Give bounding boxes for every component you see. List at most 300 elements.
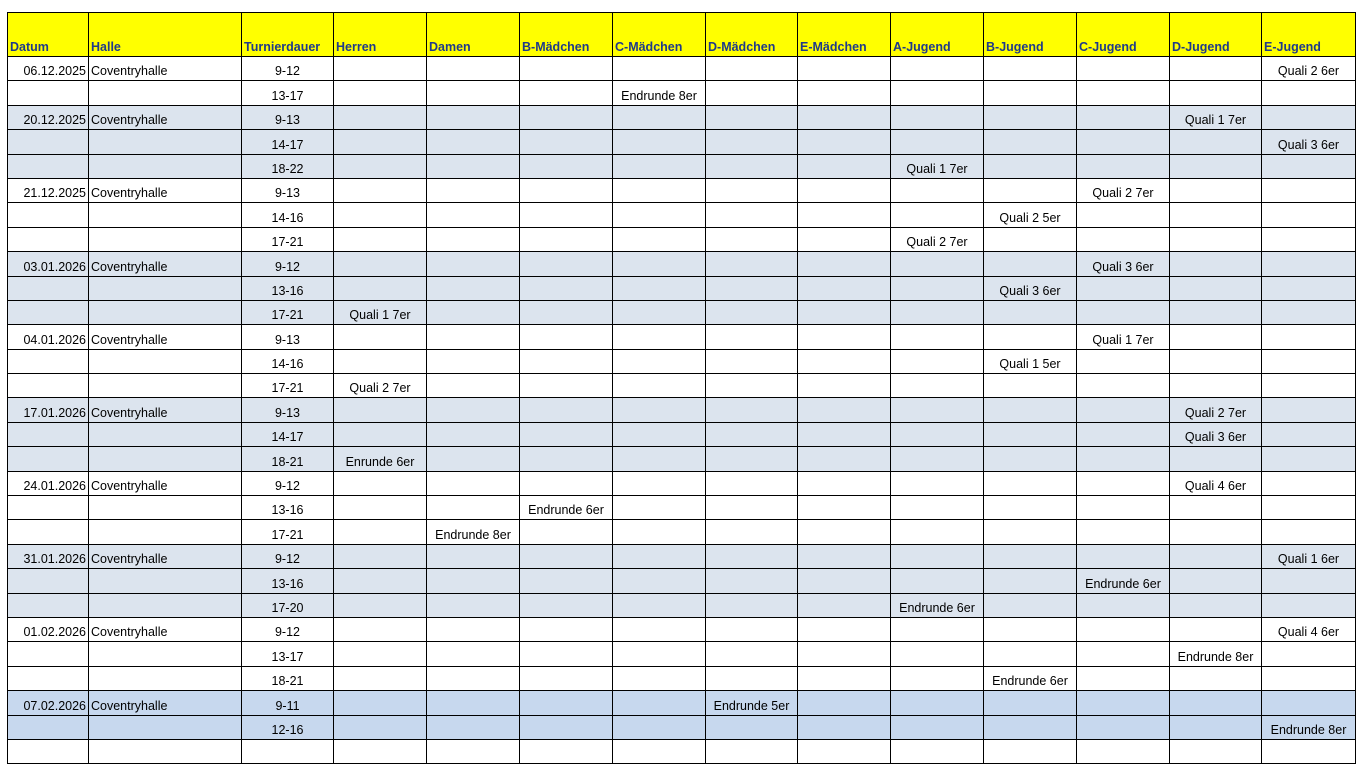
col-d-jugend-cell[interactable] <box>1170 569 1262 593</box>
col-d-maedchen-cell[interactable] <box>706 276 798 300</box>
col-c-jugend-cell[interactable] <box>1077 374 1170 398</box>
col-damen-cell[interactable] <box>427 642 520 666</box>
col-a-jugend-cell[interactable] <box>891 447 984 471</box>
col-a-jugend-cell[interactable] <box>891 57 984 81</box>
col-halle-header[interactable]: Halle <box>89 13 242 57</box>
col-d-maedchen-cell[interactable] <box>706 178 798 202</box>
col-herren-cell[interactable] <box>334 57 427 81</box>
col-halle-cell[interactable] <box>89 300 242 324</box>
col-halle-cell[interactable] <box>89 739 242 763</box>
col-c-maedchen-cell[interactable] <box>613 569 706 593</box>
col-e-jugend-cell[interactable] <box>1262 471 1356 495</box>
col-e-jugend-cell[interactable] <box>1262 569 1356 593</box>
col-damen-cell[interactable] <box>427 325 520 349</box>
col-c-maedchen-header[interactable]: C-Mädchen <box>613 13 706 57</box>
col-c-jugend-cell[interactable] <box>1077 739 1170 763</box>
col-herren-cell[interactable] <box>334 422 427 446</box>
col-b-maedchen-cell[interactable] <box>520 593 613 617</box>
col-turnierdauer-cell[interactable]: 13-16 <box>242 276 334 300</box>
col-halle-cell[interactable] <box>89 227 242 251</box>
col-damen-cell[interactable] <box>427 715 520 739</box>
col-herren-cell[interactable] <box>334 666 427 690</box>
col-e-jugend-cell[interactable] <box>1262 325 1356 349</box>
col-d-jugend-cell[interactable] <box>1170 520 1262 544</box>
col-a-jugend-cell[interactable] <box>891 496 984 520</box>
col-b-jugend-cell[interactable] <box>984 447 1077 471</box>
col-e-maedchen-cell[interactable] <box>798 252 891 276</box>
col-b-maedchen-cell[interactable] <box>520 422 613 446</box>
col-herren-cell[interactable] <box>334 739 427 763</box>
col-halle-cell[interactable] <box>89 666 242 690</box>
col-b-maedchen-cell[interactable] <box>520 349 613 373</box>
col-d-jugend-cell[interactable] <box>1170 325 1262 349</box>
col-e-maedchen-cell[interactable] <box>798 105 891 129</box>
col-b-jugend-cell[interactable] <box>984 105 1077 129</box>
col-b-maedchen-cell[interactable] <box>520 398 613 422</box>
col-e-jugend-cell[interactable] <box>1262 81 1356 105</box>
col-a-jugend-cell[interactable] <box>891 739 984 763</box>
col-halle-cell[interactable] <box>89 154 242 178</box>
col-datum-header[interactable]: Datum <box>8 13 89 57</box>
col-d-maedchen-cell[interactable] <box>706 642 798 666</box>
col-e-maedchen-cell[interactable] <box>798 642 891 666</box>
col-b-maedchen-header[interactable]: B-Mädchen <box>520 13 613 57</box>
col-herren-cell[interactable] <box>334 398 427 422</box>
col-turnierdauer-cell[interactable]: 9-13 <box>242 178 334 202</box>
col-damen-cell[interactable] <box>427 739 520 763</box>
col-turnierdauer-cell[interactable] <box>242 739 334 763</box>
col-b-maedchen-cell[interactable] <box>520 739 613 763</box>
col-halle-cell[interactable]: Coventryhalle <box>89 617 242 641</box>
col-damen-header[interactable]: Damen <box>427 13 520 57</box>
col-e-maedchen-cell[interactable] <box>798 544 891 568</box>
col-turnierdauer-cell[interactable]: 9-13 <box>242 105 334 129</box>
col-c-maedchen-cell[interactable] <box>613 300 706 324</box>
col-d-jugend-cell[interactable] <box>1170 300 1262 324</box>
col-c-jugend-cell[interactable] <box>1077 349 1170 373</box>
col-e-jugend-cell[interactable] <box>1262 593 1356 617</box>
col-b-maedchen-cell[interactable] <box>520 715 613 739</box>
col-datum-cell[interactable] <box>8 276 89 300</box>
col-c-maedchen-cell[interactable] <box>613 617 706 641</box>
col-d-jugend-cell[interactable] <box>1170 666 1262 690</box>
col-c-jugend-cell[interactable] <box>1077 422 1170 446</box>
col-damen-cell[interactable] <box>427 154 520 178</box>
col-d-jugend-header[interactable]: D-Jugend <box>1170 13 1262 57</box>
col-a-jugend-cell[interactable] <box>891 569 984 593</box>
col-herren-cell[interactable] <box>334 325 427 349</box>
col-herren-cell[interactable] <box>334 520 427 544</box>
col-e-jugend-cell[interactable] <box>1262 349 1356 373</box>
col-e-maedchen-cell[interactable] <box>798 57 891 81</box>
col-b-maedchen-cell[interactable] <box>520 691 613 715</box>
col-e-maedchen-cell[interactable] <box>798 130 891 154</box>
col-c-jugend-cell[interactable] <box>1077 471 1170 495</box>
col-d-jugend-cell[interactable] <box>1170 81 1262 105</box>
col-damen-cell[interactable] <box>427 300 520 324</box>
col-turnierdauer-cell[interactable]: 9-12 <box>242 57 334 81</box>
col-d-jugend-cell[interactable] <box>1170 349 1262 373</box>
col-c-jugend-cell[interactable]: Quali 1 7er <box>1077 325 1170 349</box>
col-turnierdauer-cell[interactable]: 9-13 <box>242 398 334 422</box>
col-halle-cell[interactable] <box>89 203 242 227</box>
col-b-jugend-cell[interactable] <box>984 471 1077 495</box>
col-halle-cell[interactable] <box>89 520 242 544</box>
col-datum-cell[interactable]: 24.01.2026 <box>8 471 89 495</box>
col-d-jugend-cell[interactable]: Quali 4 6er <box>1170 471 1262 495</box>
col-halle-cell[interactable] <box>89 130 242 154</box>
col-e-jugend-cell[interactable]: Quali 4 6er <box>1262 617 1356 641</box>
col-b-jugend-cell[interactable] <box>984 57 1077 81</box>
col-datum-cell[interactable] <box>8 227 89 251</box>
col-herren-cell[interactable] <box>334 130 427 154</box>
col-d-maedchen-cell[interactable] <box>706 471 798 495</box>
col-c-maedchen-cell[interactable] <box>613 203 706 227</box>
col-b-jugend-cell[interactable] <box>984 422 1077 446</box>
col-b-jugend-cell[interactable] <box>984 178 1077 202</box>
col-datum-cell[interactable]: 21.12.2025 <box>8 178 89 202</box>
col-c-maedchen-cell[interactable] <box>613 105 706 129</box>
col-e-jugend-cell[interactable]: Quali 1 6er <box>1262 544 1356 568</box>
col-c-jugend-cell[interactable] <box>1077 227 1170 251</box>
col-a-jugend-header[interactable]: A-Jugend <box>891 13 984 57</box>
col-d-maedchen-cell[interactable] <box>706 105 798 129</box>
col-b-maedchen-cell[interactable] <box>520 178 613 202</box>
col-d-maedchen-cell[interactable] <box>706 496 798 520</box>
col-c-jugend-cell[interactable] <box>1077 130 1170 154</box>
col-herren-cell[interactable] <box>334 471 427 495</box>
col-e-maedchen-header[interactable]: E-Mädchen <box>798 13 891 57</box>
col-datum-cell[interactable] <box>8 520 89 544</box>
col-b-maedchen-cell[interactable] <box>520 666 613 690</box>
col-e-maedchen-cell[interactable] <box>798 666 891 690</box>
col-herren-cell[interactable] <box>334 105 427 129</box>
col-d-maedchen-cell[interactable] <box>706 593 798 617</box>
col-c-maedchen-cell[interactable] <box>613 422 706 446</box>
col-c-jugend-cell[interactable]: Endrunde 6er <box>1077 569 1170 593</box>
col-c-jugend-cell[interactable] <box>1077 715 1170 739</box>
col-a-jugend-cell[interactable] <box>891 471 984 495</box>
col-damen-cell[interactable] <box>427 57 520 81</box>
col-d-maedchen-cell[interactable] <box>706 325 798 349</box>
col-a-jugend-cell[interactable] <box>891 81 984 105</box>
col-c-maedchen-cell[interactable] <box>613 130 706 154</box>
col-datum-cell[interactable]: 31.01.2026 <box>8 544 89 568</box>
col-herren-cell[interactable]: Quali 2 7er <box>334 374 427 398</box>
col-damen-cell[interactable] <box>427 471 520 495</box>
col-datum-cell[interactable] <box>8 81 89 105</box>
col-b-maedchen-cell[interactable]: Endrunde 6er <box>520 496 613 520</box>
col-herren-cell[interactable] <box>334 715 427 739</box>
col-turnierdauer-cell[interactable]: 13-16 <box>242 496 334 520</box>
col-datum-cell[interactable] <box>8 422 89 446</box>
col-herren-cell[interactable] <box>334 496 427 520</box>
col-halle-cell[interactable] <box>89 569 242 593</box>
col-c-jugend-cell[interactable]: Quali 2 7er <box>1077 178 1170 202</box>
col-d-maedchen-header[interactable]: D-Mädchen <box>706 13 798 57</box>
col-d-jugend-cell[interactable] <box>1170 178 1262 202</box>
col-turnierdauer-cell[interactable]: 9-11 <box>242 691 334 715</box>
col-d-maedchen-cell[interactable] <box>706 569 798 593</box>
col-c-maedchen-cell[interactable] <box>613 252 706 276</box>
col-d-maedchen-cell[interactable] <box>706 81 798 105</box>
col-e-maedchen-cell[interactable] <box>798 691 891 715</box>
col-d-maedchen-cell[interactable] <box>706 130 798 154</box>
col-turnierdauer-cell[interactable]: 18-21 <box>242 666 334 690</box>
col-e-jugend-cell[interactable] <box>1262 178 1356 202</box>
col-b-maedchen-cell[interactable] <box>520 105 613 129</box>
col-e-maedchen-cell[interactable] <box>798 593 891 617</box>
col-c-maedchen-cell[interactable] <box>613 227 706 251</box>
col-b-maedchen-cell[interactable] <box>520 374 613 398</box>
col-b-maedchen-cell[interactable] <box>520 471 613 495</box>
col-turnierdauer-cell[interactable]: 9-12 <box>242 252 334 276</box>
col-b-maedchen-cell[interactable] <box>520 57 613 81</box>
col-a-jugend-cell[interactable] <box>891 691 984 715</box>
col-c-jugend-cell[interactable] <box>1077 691 1170 715</box>
col-c-jugend-cell[interactable] <box>1077 593 1170 617</box>
col-a-jugend-cell[interactable] <box>891 520 984 544</box>
col-b-maedchen-cell[interactable] <box>520 300 613 324</box>
col-e-maedchen-cell[interactable] <box>798 739 891 763</box>
col-b-jugend-cell[interactable] <box>984 496 1077 520</box>
col-herren-cell[interactable] <box>334 203 427 227</box>
col-datum-cell[interactable]: 20.12.2025 <box>8 105 89 129</box>
col-c-maedchen-cell[interactable] <box>613 471 706 495</box>
col-herren-header[interactable]: Herren <box>334 13 427 57</box>
col-c-jugend-cell[interactable] <box>1077 398 1170 422</box>
col-b-jugend-cell[interactable] <box>984 325 1077 349</box>
col-halle-cell[interactable] <box>89 593 242 617</box>
col-datum-cell[interactable]: 07.02.2026 <box>8 691 89 715</box>
col-a-jugend-cell[interactable] <box>891 374 984 398</box>
col-d-maedchen-cell[interactable] <box>706 715 798 739</box>
col-damen-cell[interactable] <box>427 447 520 471</box>
col-halle-cell[interactable] <box>89 374 242 398</box>
col-e-maedchen-cell[interactable] <box>798 617 891 641</box>
col-e-jugend-cell[interactable] <box>1262 374 1356 398</box>
col-e-maedchen-cell[interactable] <box>798 227 891 251</box>
col-datum-cell[interactable] <box>8 569 89 593</box>
col-e-maedchen-cell[interactable] <box>798 471 891 495</box>
col-d-maedchen-cell[interactable] <box>706 154 798 178</box>
col-e-jugend-header[interactable]: E-Jugend <box>1262 13 1356 57</box>
col-b-jugend-cell[interactable] <box>984 130 1077 154</box>
col-herren-cell[interactable] <box>334 642 427 666</box>
col-datum-cell[interactable] <box>8 642 89 666</box>
col-c-maedchen-cell[interactable] <box>613 520 706 544</box>
col-c-jugend-cell[interactable] <box>1077 447 1170 471</box>
col-a-jugend-cell[interactable] <box>891 398 984 422</box>
col-turnierdauer-cell[interactable]: 9-12 <box>242 617 334 641</box>
col-datum-cell[interactable] <box>8 496 89 520</box>
col-herren-cell[interactable] <box>334 154 427 178</box>
col-datum-cell[interactable] <box>8 203 89 227</box>
col-a-jugend-cell[interactable] <box>891 666 984 690</box>
col-c-jugend-cell[interactable] <box>1077 154 1170 178</box>
col-d-jugend-cell[interactable]: Endrunde 8er <box>1170 642 1262 666</box>
col-a-jugend-cell[interactable] <box>891 276 984 300</box>
col-d-jugend-cell[interactable] <box>1170 544 1262 568</box>
col-turnierdauer-cell[interactable]: 14-16 <box>242 349 334 373</box>
col-turnierdauer-cell[interactable]: 9-13 <box>242 325 334 349</box>
col-e-maedchen-cell[interactable] <box>798 178 891 202</box>
col-halle-cell[interactable] <box>89 276 242 300</box>
col-e-maedchen-cell[interactable] <box>798 154 891 178</box>
col-herren-cell[interactable] <box>334 178 427 202</box>
col-d-maedchen-cell[interactable] <box>706 349 798 373</box>
col-d-jugend-cell[interactable] <box>1170 617 1262 641</box>
col-halle-cell[interactable] <box>89 715 242 739</box>
col-b-maedchen-cell[interactable] <box>520 227 613 251</box>
col-turnierdauer-cell[interactable]: 17-21 <box>242 300 334 324</box>
col-e-jugend-cell[interactable] <box>1262 447 1356 471</box>
col-d-jugend-cell[interactable] <box>1170 203 1262 227</box>
col-turnierdauer-cell[interactable]: 18-22 <box>242 154 334 178</box>
col-damen-cell[interactable] <box>427 203 520 227</box>
col-b-jugend-cell[interactable] <box>984 569 1077 593</box>
col-turnierdauer-cell[interactable]: 18-21 <box>242 447 334 471</box>
col-a-jugend-cell[interactable] <box>891 325 984 349</box>
col-e-maedchen-cell[interactable] <box>798 276 891 300</box>
col-b-maedchen-cell[interactable] <box>520 617 613 641</box>
col-d-maedchen-cell[interactable] <box>706 374 798 398</box>
col-herren-cell[interactable] <box>334 691 427 715</box>
col-c-maedchen-cell[interactable] <box>613 447 706 471</box>
col-datum-cell[interactable]: 06.12.2025 <box>8 57 89 81</box>
col-c-jugend-cell[interactable] <box>1077 642 1170 666</box>
col-c-jugend-cell[interactable] <box>1077 544 1170 568</box>
col-damen-cell[interactable] <box>427 666 520 690</box>
col-e-maedchen-cell[interactable] <box>798 496 891 520</box>
col-c-jugend-cell[interactable] <box>1077 666 1170 690</box>
col-a-jugend-cell[interactable] <box>891 178 984 202</box>
col-c-jugend-cell[interactable] <box>1077 276 1170 300</box>
col-b-maedchen-cell[interactable] <box>520 325 613 349</box>
col-c-jugend-header[interactable]: C-Jugend <box>1077 13 1170 57</box>
col-turnierdauer-cell[interactable]: 9-12 <box>242 471 334 495</box>
col-herren-cell[interactable] <box>334 593 427 617</box>
col-a-jugend-cell[interactable] <box>891 422 984 446</box>
col-b-maedchen-cell[interactable] <box>520 447 613 471</box>
col-c-maedchen-cell[interactable] <box>613 276 706 300</box>
col-c-jugend-cell[interactable] <box>1077 81 1170 105</box>
col-datum-cell[interactable] <box>8 374 89 398</box>
col-halle-cell[interactable] <box>89 349 242 373</box>
col-e-jugend-cell[interactable] <box>1262 520 1356 544</box>
col-c-maedchen-cell[interactable] <box>613 398 706 422</box>
col-c-jugend-cell[interactable] <box>1077 496 1170 520</box>
col-b-jugend-header[interactable]: B-Jugend <box>984 13 1077 57</box>
col-herren-cell[interactable]: Quali 1 7er <box>334 300 427 324</box>
col-c-maedchen-cell[interactable] <box>613 57 706 81</box>
col-damen-cell[interactable] <box>427 81 520 105</box>
col-d-maedchen-cell[interactable] <box>706 447 798 471</box>
col-d-jugend-cell[interactable] <box>1170 276 1262 300</box>
col-halle-cell[interactable]: Coventryhalle <box>89 544 242 568</box>
col-c-maedchen-cell[interactable] <box>613 496 706 520</box>
col-c-maedchen-cell[interactable] <box>613 715 706 739</box>
col-a-jugend-cell[interactable] <box>891 300 984 324</box>
col-herren-cell[interactable] <box>334 544 427 568</box>
col-herren-cell[interactable] <box>334 252 427 276</box>
col-turnierdauer-cell[interactable]: 14-16 <box>242 203 334 227</box>
col-damen-cell[interactable] <box>427 276 520 300</box>
col-a-jugend-cell[interactable] <box>891 105 984 129</box>
col-a-jugend-cell[interactable] <box>891 203 984 227</box>
col-halle-cell[interactable]: Coventryhalle <box>89 325 242 349</box>
col-e-maedchen-cell[interactable] <box>798 300 891 324</box>
col-b-maedchen-cell[interactable] <box>520 544 613 568</box>
col-c-maedchen-cell[interactable] <box>613 349 706 373</box>
col-turnierdauer-cell[interactable]: 17-21 <box>242 227 334 251</box>
col-herren-cell[interactable] <box>334 569 427 593</box>
col-damen-cell[interactable] <box>427 544 520 568</box>
col-turnierdauer-cell[interactable]: 13-17 <box>242 81 334 105</box>
col-halle-cell[interactable]: Coventryhalle <box>89 105 242 129</box>
col-d-jugend-cell[interactable]: Quali 3 6er <box>1170 422 1262 446</box>
col-herren-cell[interactable] <box>334 81 427 105</box>
col-c-maedchen-cell[interactable] <box>613 739 706 763</box>
col-halle-cell[interactable] <box>89 642 242 666</box>
col-damen-cell[interactable] <box>427 617 520 641</box>
col-a-jugend-cell[interactable] <box>891 130 984 154</box>
col-datum-cell[interactable] <box>8 666 89 690</box>
col-e-maedchen-cell[interactable] <box>798 569 891 593</box>
col-b-jugend-cell[interactable] <box>984 642 1077 666</box>
col-d-jugend-cell[interactable] <box>1170 227 1262 251</box>
col-b-jugend-cell[interactable] <box>984 252 1077 276</box>
col-b-jugend-cell[interactable] <box>984 300 1077 324</box>
col-datum-cell[interactable]: 04.01.2026 <box>8 325 89 349</box>
col-datum-cell[interactable] <box>8 349 89 373</box>
col-c-maedchen-cell[interactable] <box>613 154 706 178</box>
col-datum-cell[interactable]: 17.01.2026 <box>8 398 89 422</box>
col-d-jugend-cell[interactable] <box>1170 691 1262 715</box>
col-b-maedchen-cell[interactable] <box>520 203 613 227</box>
col-e-jugend-cell[interactable] <box>1262 105 1356 129</box>
col-damen-cell[interactable] <box>427 252 520 276</box>
col-b-jugend-cell[interactable]: Endrunde 6er <box>984 666 1077 690</box>
col-datum-cell[interactable] <box>8 447 89 471</box>
col-b-maedchen-cell[interactable] <box>520 81 613 105</box>
col-e-jugend-cell[interactable]: Endrunde 8er <box>1262 715 1356 739</box>
col-b-jugend-cell[interactable] <box>984 374 1077 398</box>
col-a-jugend-cell[interactable] <box>891 252 984 276</box>
col-e-jugend-cell[interactable]: Quali 3 6er <box>1262 130 1356 154</box>
col-damen-cell[interactable] <box>427 178 520 202</box>
col-d-maedchen-cell[interactable] <box>706 544 798 568</box>
col-b-maedchen-cell[interactable] <box>520 642 613 666</box>
col-d-jugend-cell[interactable]: Quali 2 7er <box>1170 398 1262 422</box>
col-e-jugend-cell[interactable] <box>1262 227 1356 251</box>
col-halle-cell[interactable]: Coventryhalle <box>89 178 242 202</box>
col-d-maedchen-cell[interactable] <box>706 617 798 641</box>
col-damen-cell[interactable] <box>427 130 520 154</box>
col-b-jugend-cell[interactable] <box>984 154 1077 178</box>
col-herren-cell[interactable] <box>334 617 427 641</box>
col-b-jugend-cell[interactable] <box>984 593 1077 617</box>
col-d-jugend-cell[interactable] <box>1170 715 1262 739</box>
col-halle-cell[interactable]: Coventryhalle <box>89 398 242 422</box>
col-turnierdauer-cell[interactable]: 17-21 <box>242 374 334 398</box>
col-datum-cell[interactable] <box>8 593 89 617</box>
col-d-maedchen-cell[interactable] <box>706 666 798 690</box>
col-b-jugend-cell[interactable] <box>984 715 1077 739</box>
col-datum-cell[interactable] <box>8 130 89 154</box>
col-herren-cell[interactable] <box>334 227 427 251</box>
col-d-jugend-cell[interactable]: Quali 1 7er <box>1170 105 1262 129</box>
